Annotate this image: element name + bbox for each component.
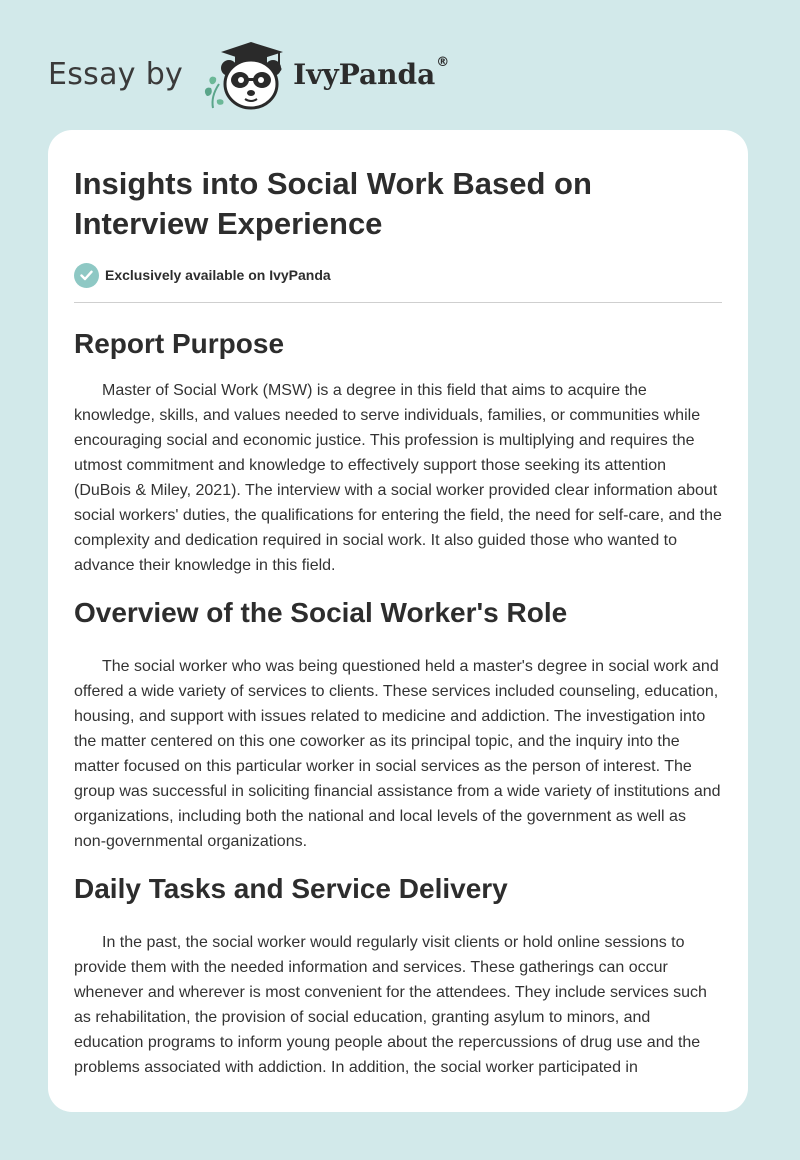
section-paragraph: Master of Social Work (MSW) is a degree in this field that aims to acquire the knowledge, skills, and values needed to serve individuals, families, or communities while encouraging social and economic justice. This profession is multiplying and requires the utmost commitment and knowledge to effectively support those seeking its attention (DuBois & Miley, 2021). The interview with a social worker provided clear information about social workers' duties, the qualifications for entering the field, the need for self-care, and the complexity and dedication required in social work. It also guided those who wanted to advance their knowledge in this field.	[74, 382, 722, 574]
exclusive-label: Exclusively available on IvyPanda	[105, 267, 331, 283]
section-heading: Overview of the Social Worker's Role	[74, 597, 568, 628]
panda-logo-icon	[199, 38, 291, 110]
section-heading: Report Purpose	[74, 328, 285, 359]
section-paragraph: In the past, the social worker would regularly visit clients or hold online sessions to provide them with the needed information and services. These gatherings can occur whenever and wherever is most convenient for the attendees. They include services such as rehabilitation, the provision of social education, granting asylum to minors, and education programs to inform young people about the repercussions of drug use and the problems associated with addiction. In addition, the social worker participated in	[74, 934, 707, 1076]
brand-header[interactable]	[48, 38, 449, 110]
registered-mark: ®	[436, 54, 450, 70]
checkmark-icon	[74, 263, 99, 288]
brand-name: IvyPanda®	[293, 54, 450, 91]
section-social-worker-role	[74, 596, 722, 854]
exclusive-badge	[74, 262, 722, 288]
section-heading: Daily Tasks and Service Delivery	[74, 873, 508, 904]
brand-prefix: Essay by	[48, 56, 184, 92]
divider	[74, 302, 722, 303]
section-paragraph: The social worker who was being questioned held a master's degree in social work and offered a wide variety of services to clients. These services included counseling, education, housing, and support with issues related to medicine and addiction. The investigation into the matter centered on this one coworker as its principal topic, and the inquiry into the matter focused on this particular worker in social services as the person of interest. The group was successful in soliciting financial assistance from a wide variety of institutions and organizations, including both the national and local levels of the government as well as non-governmental organizations.	[74, 658, 721, 850]
section-report-purpose	[74, 327, 722, 578]
document-title: Insights into Social Work Based on Interview Experience	[74, 166, 592, 241]
section-daily-tasks	[74, 872, 722, 1080]
document-card	[48, 130, 748, 1112]
